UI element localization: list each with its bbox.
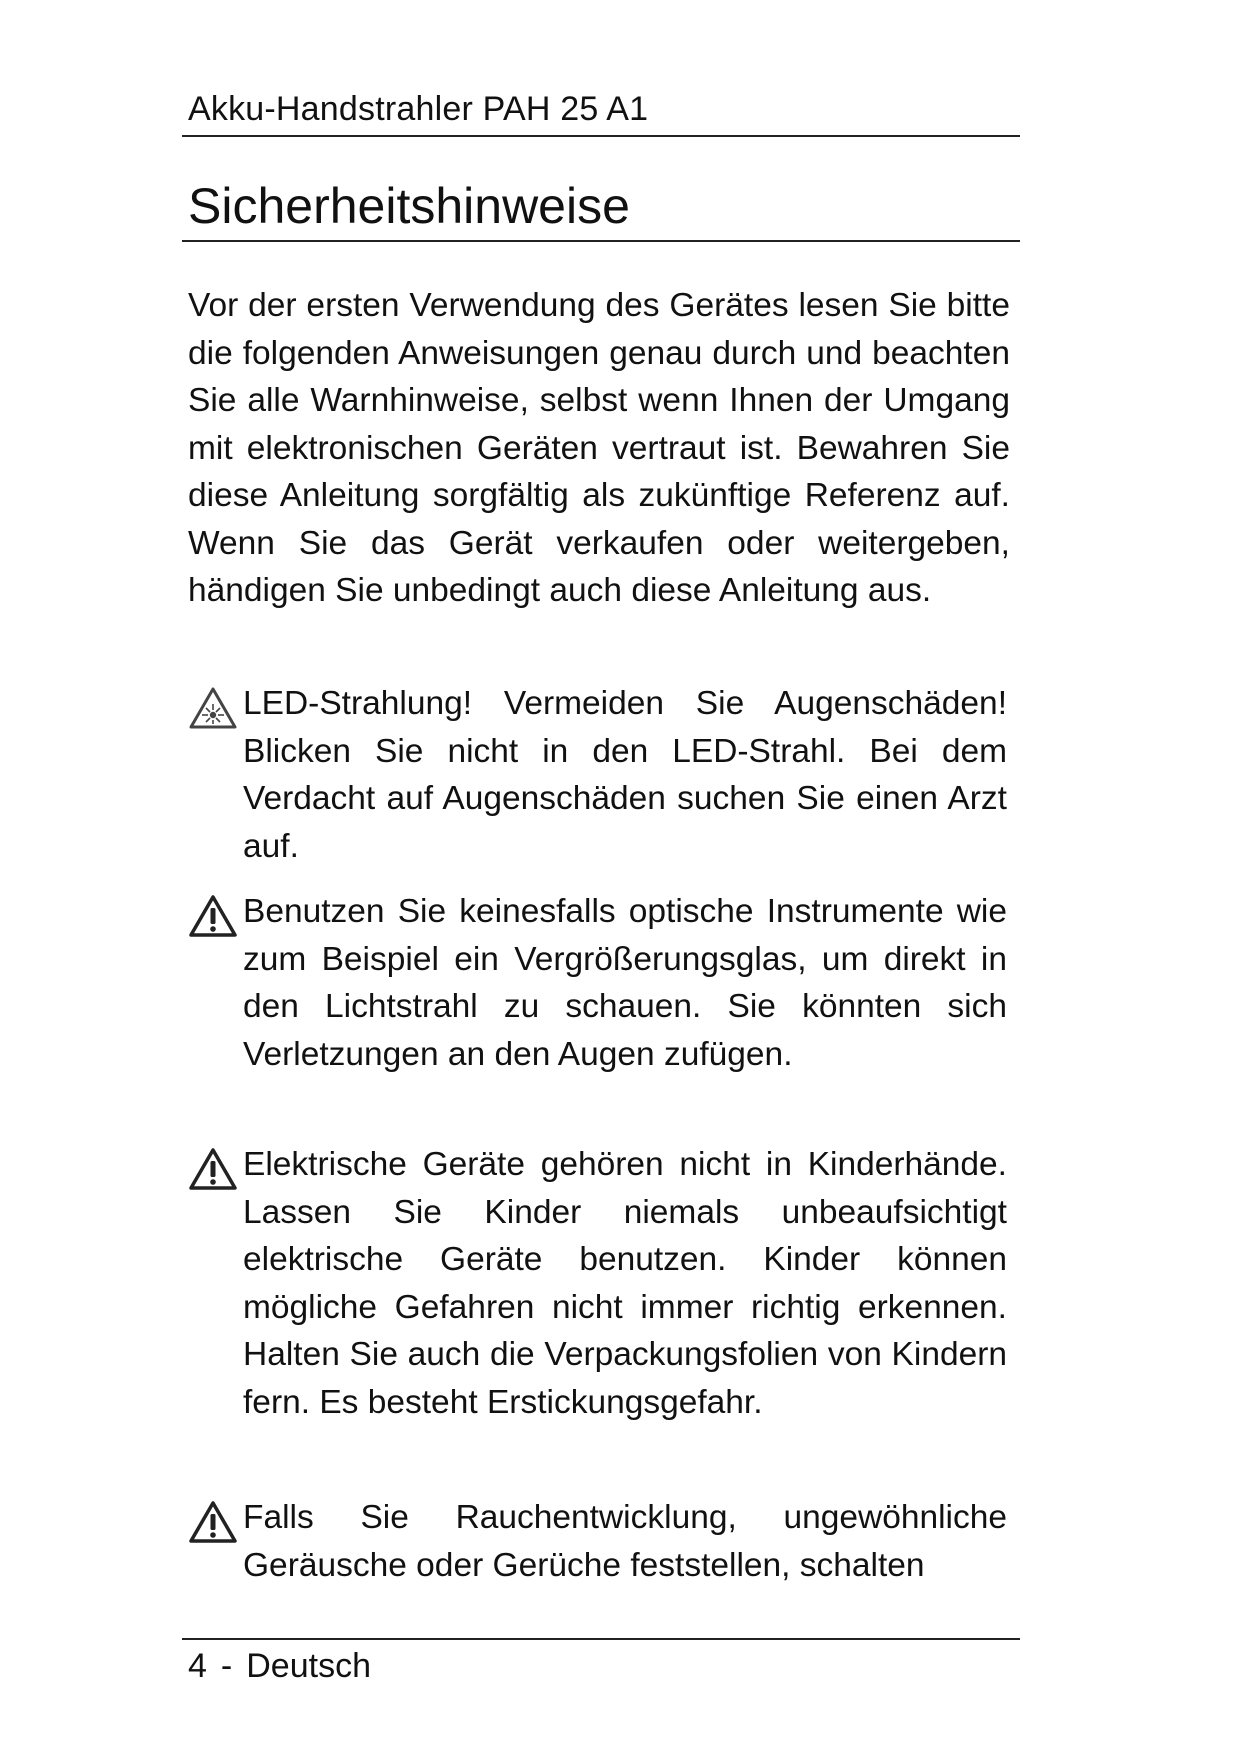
document-page — [182, 0, 1020, 1754]
warning-text: Elektrische Geräte gehören nicht in Kinderhände. Lassen Sie Kinder niemals unbeaufsichtigt elektrische Geräte benutzen. Kinder können mögliche Gefahren nicht immer richtig erkennen. Halten Sie auch die Verpackungsfolien von Kindern fern. Es besteht Erstickungsgefahr. — [243, 1146, 1007, 1421]
warning-text: Benutzen Sie keinesfalls optische Instrumente wie zum Beispiel ein Vergrößerungsglas, um direkt in den Lichtstrahl zu schauen. Sie könnten sich Verletzungen an den Augen zufügen. — [243, 893, 1007, 1073]
page-footer — [188, 1642, 371, 1690]
page-number: 4 — [188, 1647, 207, 1685]
warning-text: LED-Strahlung! Vermeiden Sie Augenschäden! Blicken Sie nicht in den LED-Strahl. Bei dem Verdacht auf Augenschäden suchen Sie einen Arzt auf. — [243, 685, 1007, 865]
warning-item-optics — [188, 888, 1010, 1078]
footer-separator: - — [220, 1647, 233, 1685]
warning-item-children — [188, 1141, 1010, 1426]
running-header: Akku-Handstrahler PAH 25 A1 — [188, 90, 649, 128]
exclamation-warning-icon — [188, 1147, 238, 1191]
warning-text: Falls Sie Rauchentwicklung, ungewöhnliche Geräusche oder Gerüche feststellen, schalten — [243, 1499, 1007, 1584]
exclamation-warning-icon — [188, 894, 238, 938]
footer-divider — [182, 1638, 1020, 1640]
led-radiation-warning-icon — [188, 686, 238, 730]
section-title: Sicherheitshinweise — [188, 178, 630, 234]
intro-paragraph: Vor der ersten Verwendung des Gerätes lesen Sie bitte die folgenden Anweisungen genau durch und beachten Sie alle Warnhinweise, selbst wenn Ihnen der Umgang mit elektronischen Geräten vertraut ist. Bewahren Sie diese Anleitung sorgfältig als zukünftige Referenz auf. Wenn Sie das Gerät verkaufen oder weitergeben, händigen Sie unbedingt auch diese Anleitung aus. — [188, 287, 1010, 609]
section-divider — [182, 240, 1020, 242]
footer-language: Deutsch — [246, 1647, 371, 1685]
header-divider — [182, 135, 1020, 137]
warning-item-smoke — [188, 1494, 1010, 1589]
exclamation-warning-icon — [188, 1500, 238, 1544]
warning-item-led — [188, 680, 1010, 870]
